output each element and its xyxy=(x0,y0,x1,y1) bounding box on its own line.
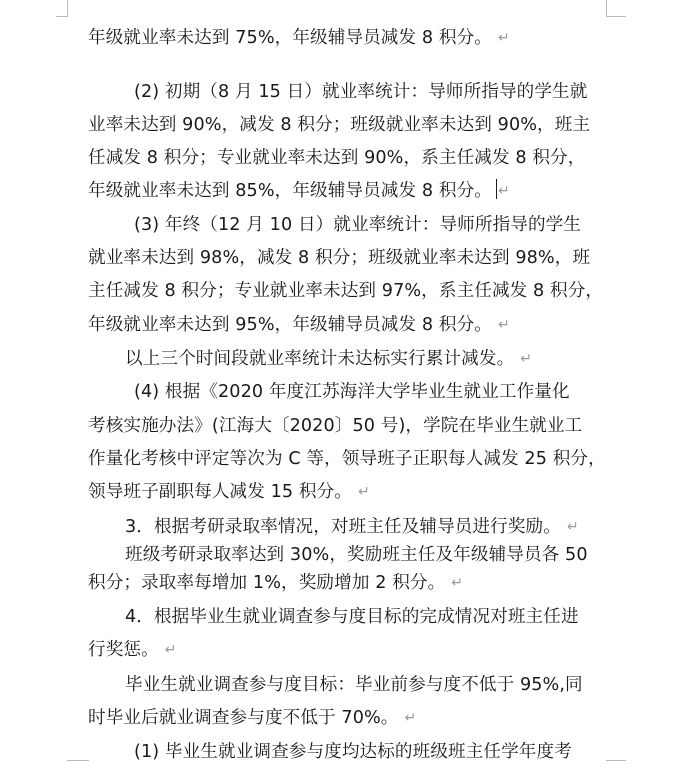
line-text: 班级考研录取率达到 30%，奖励班主任及年级辅导员各 50 xyxy=(125,545,588,565)
line-text: 时毕业后就业调查参与度不低于 70%。 xyxy=(88,708,399,728)
text-line[interactable] xyxy=(88,26,510,51)
line-text: 年级就业率未达到 95%，年级辅导员减发 8 积分。 xyxy=(88,315,492,335)
line-text: 作量化考核中评定等次为 C 等，领导班子正职每人减发 25 积分， xyxy=(88,449,606,469)
text-line[interactable] xyxy=(134,213,581,237)
line-text: 3．根据考研录取率情况，对班主任及辅导员进行奖励。 xyxy=(125,517,561,537)
text-line[interactable] xyxy=(125,515,579,540)
text-line[interactable] xyxy=(88,179,510,204)
text-cursor xyxy=(496,179,497,199)
text-line[interactable] xyxy=(88,480,370,505)
paragraph-mark-icon: ↵ xyxy=(497,183,510,199)
line-text: 积分；录取率每增加 1%，奖励增加 2 积分。 xyxy=(88,573,446,593)
line-text: (1) 毕业生就业调查参与度均达标的班级班主任学年度考 xyxy=(134,742,572,762)
line-text: 主任减发 8 积分；专业就业率未达到 97%，系主任减发 8 积分， xyxy=(88,281,604,301)
text-line[interactable] xyxy=(88,279,603,303)
line-text: (2) 初期（8 月 15 日）就业率统计：导师所指导的学生就 xyxy=(134,82,588,102)
line-text: 就业率未达到 98%，减发 8 积分；班级就业率未达到 98%，班 xyxy=(88,248,591,268)
crop-mark-top-right-horizontal xyxy=(606,16,626,17)
text-line[interactable] xyxy=(88,146,585,170)
crop-mark-top-right-vertical xyxy=(606,0,607,16)
line-text: 毕业生就业调查参与度目标：毕业前参与度不低于 95%,同 xyxy=(125,675,583,695)
paragraph-mark-icon: ↵ xyxy=(497,317,510,333)
line-text: 任减发 8 积分；专业就业率未达到 90%，系主任减发 8 积分， xyxy=(88,148,586,168)
line-text: 年级就业率未达到 75%，年级辅导员减发 8 积分。 xyxy=(88,28,492,48)
line-text: 4．根据毕业生就业调查参与度目标的完成情况对班主任进 xyxy=(125,607,579,627)
paragraph-mark-icon: ↵ xyxy=(497,30,510,46)
paragraph-mark-icon: ↵ xyxy=(164,642,177,658)
paragraph-mark-icon: ↵ xyxy=(358,484,370,500)
line-text: 业率未达到 90%，减发 8 积分；班级就业率未达到 90%，班主 xyxy=(88,115,591,135)
text-line[interactable] xyxy=(88,638,177,663)
line-text: (4) 根据《2020 年度江苏海洋大学毕业生就业工作量化 xyxy=(134,382,570,402)
paragraph-mark-icon: ↵ xyxy=(520,351,533,367)
text-line[interactable] xyxy=(88,706,416,731)
text-line[interactable] xyxy=(134,740,572,764)
text-line[interactable] xyxy=(88,113,590,137)
text-line[interactable] xyxy=(88,571,463,596)
text-line[interactable] xyxy=(88,447,606,471)
text-line[interactable] xyxy=(125,543,588,567)
paragraph-mark-icon: ↵ xyxy=(566,519,579,535)
text-line[interactable] xyxy=(88,246,590,270)
text-line[interactable] xyxy=(88,414,582,438)
paragraph-mark-icon: ↵ xyxy=(404,710,417,726)
text-line[interactable] xyxy=(125,347,532,372)
line-text: 考核实施办法》(江海大〔2020〕50 号)，学院在毕业生就业工 xyxy=(88,416,583,436)
text-line[interactable] xyxy=(88,313,510,338)
text-line[interactable] xyxy=(134,80,587,104)
line-text: 年级就业率未达到 85%，年级辅导员减发 8 积分。 xyxy=(88,181,492,201)
paragraph-mark-icon: ↵ xyxy=(451,575,464,591)
line-text: 以上三个时间段就业率统计未达标实行累计减发。 xyxy=(125,349,515,369)
text-line[interactable] xyxy=(134,380,570,404)
crop-mark-top-left-vertical xyxy=(67,0,68,16)
line-text: 领导班子副职每人减发 15 积分。 xyxy=(88,482,352,502)
crop-mark-top-left-horizontal xyxy=(56,16,68,17)
text-line[interactable] xyxy=(125,605,579,629)
text-line[interactable] xyxy=(125,673,583,697)
line-text: 行奖惩。 xyxy=(88,640,159,660)
line-text: (3) 年终（12 月 10 日）就业率统计：导师所指导的学生 xyxy=(134,215,582,235)
